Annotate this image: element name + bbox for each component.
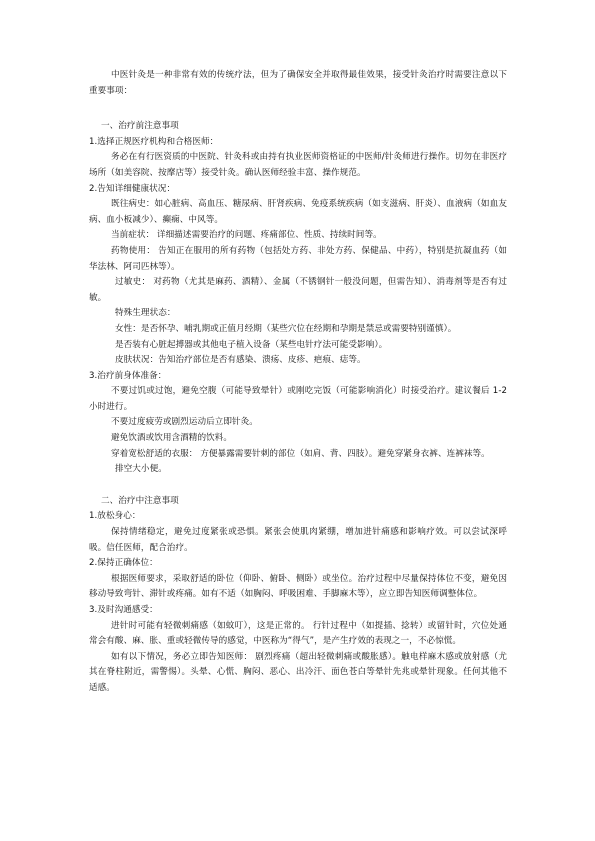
s1-item2-device: 是否装有心脏起搏器或其他电子植入设备（某些电针疗法可能受影响）。 [115,339,388,350]
s2-item2-paragraph: 根据医师要求，采取舒适的卧位（仰卧、俯卧、侧卧）或坐位。治疗过程中尽量保持体位不变，避免因移动导致弯针、滞针或疼痛。如有不适（如胸闷、呼吸困难、手脚麻木等），应立即告知医师调整体位。 [89,573,507,600]
s1-item1-heading: 1.选择正规医疗机构和合格医师： [89,136,219,147]
s1-item2-women: 女性：是否怀孕、哺乳期或正值月经期（某些穴位在经期和孕期是禁忌或需要特别谨慎）。 [115,323,457,334]
s1-item2-allergy: 过敏史： 对药物（尤其是麻药、酒精）、金属（不锈钢针一般没问题，但需告知）、消毒剂等是否有过敏。 [89,277,507,303]
s1-item3-p4: 穿着宽松舒适的衣服： 方便暴露需要针刺的部位（如肩、背、四肢）。避免穿紧身衣裤、连裤袜等。 [111,448,490,459]
s1-item2-drugs: 药物使用： 告知正在服用的所有药物（包括处方药、非处方药、保健品、中药），特别是抗凝血药（如华法林、阿司匹林等）。 [89,245,507,272]
s1-item3-p1: 不要过饥或过饱，避免空腹（可能导致晕针）或刚吃完饭（可能影响消化）时接受治疗。建议餐后 1-2 小时进行。 [89,386,507,412]
section-1-heading: 一、治疗前注意事项 [101,121,179,132]
s1-item3-p2: 不要过度疲劳或剧烈运动后立即针灸。 [111,417,258,428]
s2-item3-p2: 如有以下情况，务必立即告知医师： 剧烈疼痛（超出轻微刺痛或酸胀感）。触电样麻木感或放射感（尤其在脊柱附近，需警惕）。头晕、心慌、胸闷、恶心、出冷汗、面色苍白等晕针先兆或晕针现象。任何其他不适感。 [89,651,507,693]
intro-paragraph: 中医针灸是一种非常有效的传统疗法，但为了确保安全并取得最佳效果，接受针灸治疗时需要注意以下重要事项： [89,70,507,96]
s1-item3-p5: 排空大小便。 [115,464,167,475]
s1-item1-paragraph: 务必在有行医资质的中医院、针灸科或由持有执业医师资格证的中医师/针灸师进行操作。切勿在非医疗场所（如美容院、按摩店等）接受针灸。确认医师经验丰富、操作规范。 [89,152,507,178]
section-2-heading: 二、治疗中注意事项 [101,495,179,506]
s1-item3-p3: 避免饮酒或饮用含酒精的饮料。 [111,433,233,444]
s1-item2-symptoms: 当前症状： 详细描述需要治疗的问题、疼痛部位、性质、持续时间等。 [111,230,382,241]
s1-item2-skin: 皮肤状况：告知治疗部位是否有感染、溃疡、皮疹、疤痕、痣等。 [115,355,366,366]
s2-item2-heading: 2.保持正确体位： [89,558,158,569]
s2-item3-p1: 进针时可能有轻微刺痛感（如蚊叮），这是正常的。 行针过程中（如提插、捻转）或留针时，穴位处通常会有酸、麻、胀、重或轻微传导的感觉，中医称为“得气”，是产生疗效的表现之一，不必惊慌。 [89,620,507,647]
s1-item3-heading: 3.治疗前身体准备： [89,370,167,381]
s2-item1-paragraph: 保持情绪稳定，避免过度紧张或恐惧。紧张会使肌肉紧绷，增加进针痛感和影响疗效。可以尝试深呼吸。信任医师，配合治疗。 [89,527,507,553]
s2-item3-heading: 3.及时沟通感受： [89,605,158,615]
s2-item1-heading: 1.放松身心： [89,511,141,522]
s1-item2-special: 特殊生理状态： [115,308,176,319]
s1-item2-history: 既往病史：如心脏病、高血压、糖尿病、肝肾疾病、免疫系统疾病（如支滋病、肝炎）、血液病（如血友病、血小板减少）、癫痫、中风等。 [89,199,507,225]
s1-item2-heading: 2.告知详细健康状况： [89,183,176,194]
document-body [89,68,507,697]
